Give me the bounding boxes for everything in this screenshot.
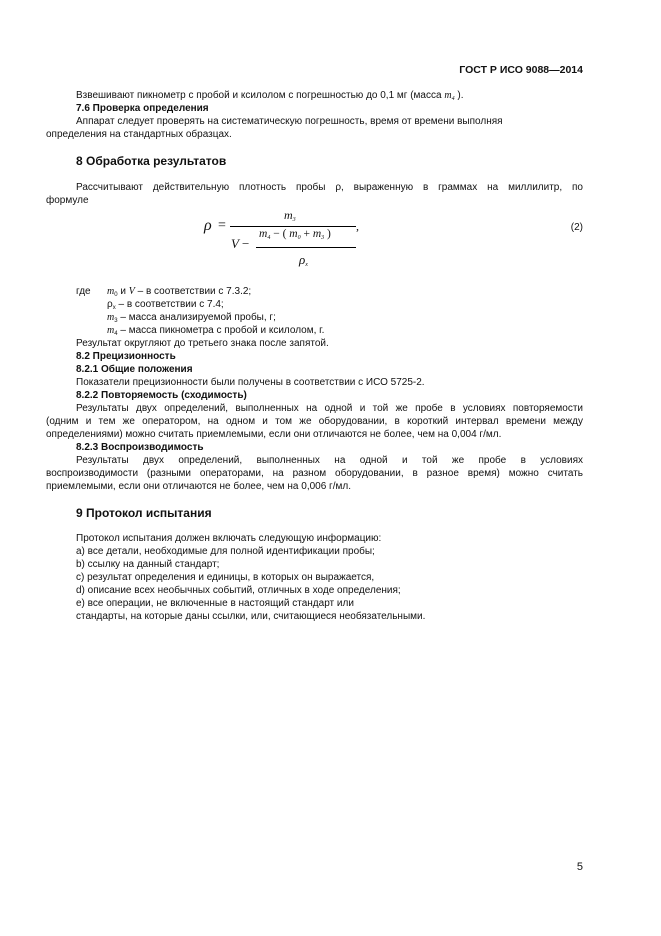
weigh-text: Взвешивают пикнометр с пробой и ксилолом с погрешностью до 0,1 мг (масса (76, 90, 442, 101)
formula-inner-fraction-bar (256, 247, 356, 248)
list-item: c) результат определения и единицы, в которых он выражается, (76, 572, 375, 583)
formula-main-fraction-bar (230, 226, 356, 227)
page-number: 5 (576, 861, 583, 873)
formula-comma: , (356, 219, 359, 233)
where-item-m4: $m_4$ – масса пикнометра с пробой и ксилолом, г. (107, 325, 325, 337)
weigh-var: m (444, 90, 452, 101)
weigh-sub: 4 (451, 96, 455, 102)
section-7-6-title: 7.6 Проверка определения (76, 103, 209, 114)
formula-rho: ρ (204, 217, 212, 234)
formula-equals: = (218, 218, 226, 233)
section-8-2-3-line2: воспроизводимости (разными операторами, на разном оборудовании, в разное время) можно считать (46, 468, 583, 479)
list-item: e) все операции, не включенные в настоящий стандарт или (76, 598, 354, 609)
list-item: а) все детали, необходимые для полной идентификации пробы; (76, 546, 375, 557)
list-item: стандарты, на которые даны ссылки, или, считающиеся необязательными. (76, 611, 426, 622)
formula-denominator: $\rho_x$ (299, 252, 308, 268)
section-8-2-3-line1: Результаты двух определений, выполненных на одной и той же пробе в условиях (76, 455, 583, 466)
section-8-2-1-text: Показатели прецизионности были получены в соответствии с ИСО 5725-2. (76, 377, 425, 388)
section-8-2-3-title: 8.2.3 Воспроизводимость (76, 442, 204, 453)
section-8-intro-line2: формуле (46, 195, 89, 206)
rounding-note: Результат округляют до третьего знака после запятой. (76, 338, 329, 349)
section-8-2-2-line2: (одним и тем же оператором, на одном и том же оборудовании, в короткий интервал времени между (46, 416, 583, 427)
where-item-m0: $m_0$ и V – в соответствии с 7.3.2; (107, 286, 252, 298)
section-9-title: 9 Протокол испытания (76, 506, 212, 520)
formula-number: (2) (570, 222, 583, 233)
section-8-2-3-line3: приемлемыми, если они отличаются не более, чем на 0,006 г/мл. (46, 481, 351, 492)
where-item-rhox: $\rho_x$ – в соответствии с 7.4; (107, 299, 224, 311)
formula-v: V − (231, 236, 250, 251)
list-item: d) описание всех необычных событий, отличных в ходе определения; (76, 585, 401, 596)
section-7-6-line1: Аппарат следует проверять на систематическую погрешность, время от времени выполняя (76, 116, 503, 127)
formula-inner-numerator: $m_4$ − ( $m_0 + m_3$ ) (259, 228, 331, 241)
section-8-title: 8 Обработка результатов (76, 154, 227, 168)
where-label: где (76, 286, 91, 297)
section-7-6-line2: определения на стандартных образцах. (46, 129, 232, 140)
section-8-2-2-line3: определениями) можно считать приемлемыми, если они отличаются не более, чем на 0,004 г/мл. (46, 429, 502, 440)
where-item-m3: $m_3$ – масса анализируемой пробы, г; (107, 312, 276, 324)
section-8-intro-line1: Рассчитывают действительную плотность пробы ρ, выраженную в граммах на миллилитр, по (76, 182, 583, 193)
section-8-2-1-title: 8.2.1 Общие положения (76, 364, 193, 375)
document-code: ГОСТ Р ИСО 9088—2014 (459, 64, 583, 76)
section-8-2-2-line1: Результаты двух определений, выполненных на одной и той же пробе в условиях повторяемости (76, 403, 583, 414)
weigh-end: ). (457, 90, 464, 101)
list-item: b) ссылку на данный стандарт; (76, 559, 220, 570)
section-8-2-2-title: 8.2.2 Повторяемость (сходимость) (76, 390, 247, 401)
formula-numerator: $m_3$ (284, 208, 296, 223)
section-8-2-title: 8.2 Прецизионность (76, 351, 176, 362)
section-9-intro: Протокол испытания должен включать следующую информацию: (76, 533, 382, 544)
